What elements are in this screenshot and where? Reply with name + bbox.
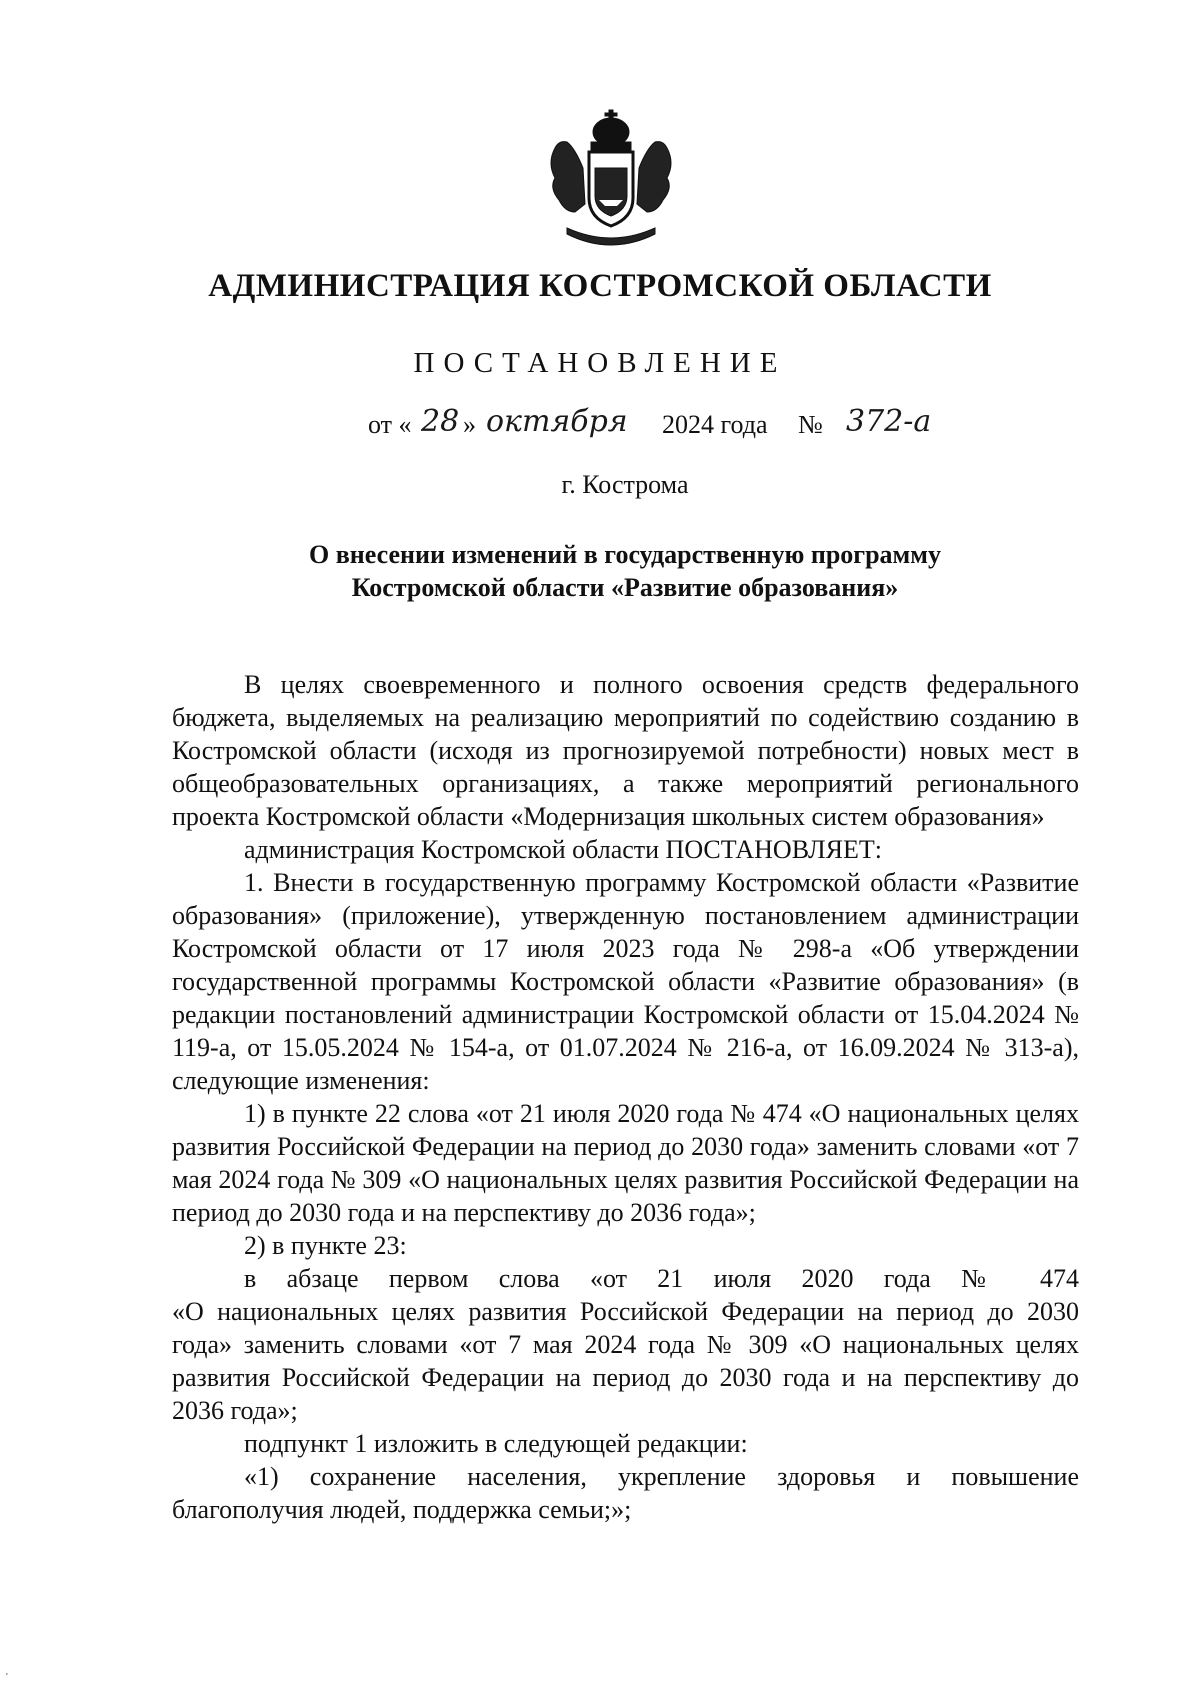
title-line-1: О внесении изменений в государственную программу: [309, 540, 941, 569]
date-prefix: от «: [368, 410, 412, 439]
coat-of-arms-icon: [545, 108, 705, 258]
document-title: [0, 538, 1200, 604]
paragraph-abzac-continuation: «О национальных целях развития Российской Федерации на период до 2030 года» заменить словами «от 7 мая 2024 года № 309 «О национальных целях развития Российской Федерации на период до 2030 года и на перспективу до 2036 года»;: [172, 1297, 1079, 1425]
date-day-handwritten: 28: [421, 404, 460, 439]
paragraph-subitem-1: 1) в пункте 22 слова «от 21 июля 2020 года № 474 «О национальных целях развития Российской Федерации на период до 2030 года» заменить словами «от 7 мая 2024 года № 309 «О национальных целях развития Российской Федерации на период до 2030 года и на перспективу до 2036 года»;: [172, 1099, 1079, 1227]
date-number-line: [368, 404, 1088, 454]
date-quote-close: »: [463, 410, 476, 439]
paragraph-preamble: В целях своевременного и полного освоения средств федерального бюджета, выделяемых на реализацию мероприятий по содействию созданию в Костромской области (исходя из прогнозируемой потребности) новых мест в общеобразовательных организациях, а также мероприятий регионального проекта Костромской области «Модернизация школьных систем образования»: [172, 670, 1079, 831]
paragraph-item-1: 1. Внести в государственную программу Костромской области «Развитие образования» (приложение), утвержденную постановлением администрации Костромской области от 17 июля 2023 года № 298-а «Об утверждении государственной программы Костромской области «Развитие образования» (в редакции постановлений администрации Костромской области от 15.04.2024 № 119-а, от 15.05.2024 № 154-а, от 01.07.2024 № 216-а, от 16.09.2024 № 313-а), следующие изменения:: [172, 868, 1079, 1095]
organization-title: АДМИНИСТРАЦИЯ КОСТРОМСКОЙ ОБЛАСТИ: [208, 268, 992, 304]
date-year: 2024 года: [662, 410, 768, 439]
city: г. Кострома: [561, 470, 689, 499]
paragraph-subpoint-intro: подпункт 1 изложить в следующей редакции:: [244, 1429, 748, 1458]
number-sign: №: [798, 410, 823, 439]
paragraph-subitem-2: 2) в пункте 23:: [244, 1231, 407, 1260]
paragraph-abzac-first: в абзаце первом слова «от 21 июля 2020 года № 474: [244, 1264, 1079, 1293]
paragraph-decree: администрация Костромской области ПОСТАНОВЛЯЕТ:: [244, 835, 883, 864]
document-body: [172, 668, 1079, 1526]
title-line-2: Костромской области «Развитие образования»: [351, 573, 899, 602]
document-number-handwritten: 372-а: [846, 404, 932, 439]
document-type: ПОСТАНОВЛЕНИЕ: [413, 347, 787, 379]
scan-corner-mark: ': [6, 1672, 8, 1683]
date-month-handwritten: октября: [486, 404, 628, 439]
paragraph-subpoint-text: «1) сохранение населения, укрепление здоровья и повышение благополучия людей, поддержка семьи;»;: [172, 1462, 1079, 1524]
